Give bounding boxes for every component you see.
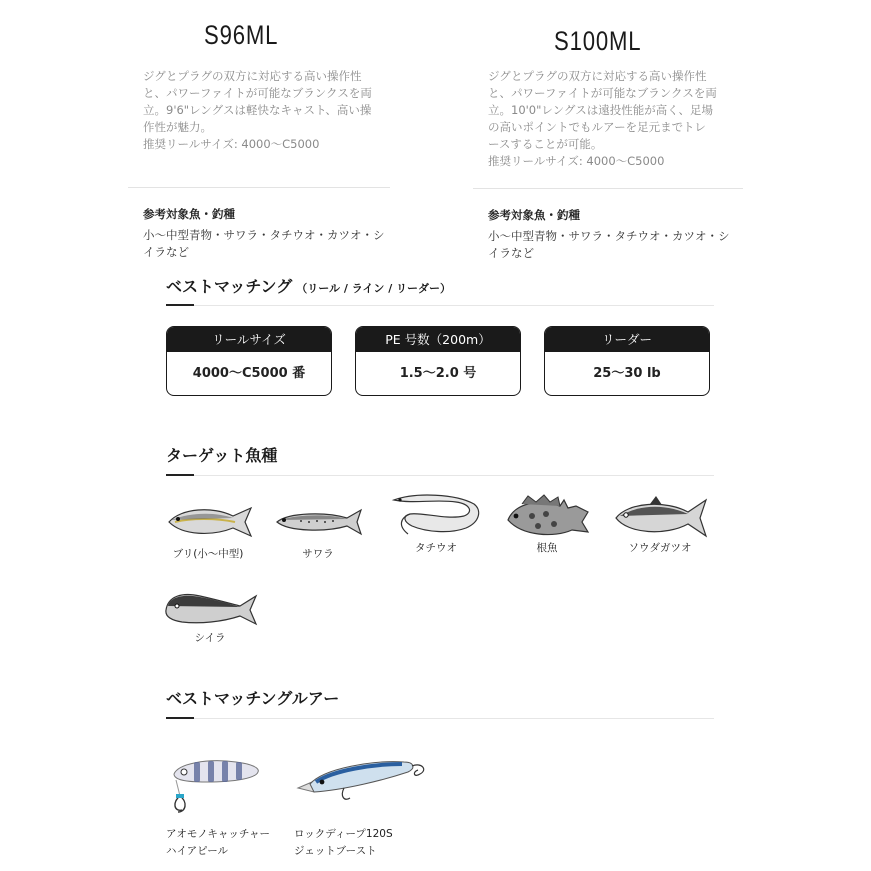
fish-item-mahi-mahi bbox=[160, 588, 260, 645]
divider-s100ml bbox=[473, 188, 743, 189]
section-accent bbox=[166, 304, 194, 306]
fish-label: サワラ bbox=[302, 548, 334, 560]
spec-value: 25〜30 lb bbox=[593, 366, 661, 381]
target-heading-s100ml: 参考対象魚・釣種 bbox=[488, 208, 580, 222]
best-lures-heading: ベストマッチングルアー bbox=[166, 689, 340, 708]
target-fish-heading: ターゲット魚種 bbox=[166, 446, 278, 465]
section-accent bbox=[166, 717, 194, 719]
spec-card-reel-size bbox=[166, 326, 332, 396]
model-description-s100ml: ジグとプラグの双方に対応する高い操作性 と、パワーファイトが可能なブランクスを両 立。10'0"レングスは遠投性能が高く、足場 の高いポイントでもルアーを足元までトレ ースすることが可能。 推奨リールサイズ: 4000〜C5000 bbox=[488, 69, 717, 168]
spec-value: 1.5〜2.0 号 bbox=[399, 366, 477, 381]
section-divider bbox=[166, 475, 714, 476]
fish-item-frigate-tuna bbox=[610, 494, 710, 555]
fish-label: シイラ bbox=[194, 632, 226, 644]
minnow-lure-icon bbox=[294, 752, 430, 818]
lure-item-aomono-catcher bbox=[166, 752, 270, 860]
spec-label: PE 号数（200m） bbox=[356, 327, 520, 352]
section-divider bbox=[166, 305, 714, 306]
model-title-s100ml: S100ML bbox=[554, 26, 642, 56]
target-text-s100ml: 小〜中型青物・サワラ・タチウオ・カツオ・シ イラなど bbox=[488, 229, 730, 260]
fish-label: タチウオ bbox=[415, 542, 457, 554]
section-divider bbox=[166, 718, 714, 719]
divider-s96ml bbox=[128, 187, 390, 188]
target-text-s96ml: 小〜中型青物・サワラ・タチウオ・カツオ・シ イラなど bbox=[143, 228, 385, 259]
spec-label: リーダー bbox=[545, 327, 709, 352]
fish-item-rockfish bbox=[497, 492, 597, 555]
best-matching-subtitle: （リール / ライン / リーダー） bbox=[296, 282, 452, 295]
metal-jig-icon bbox=[166, 752, 266, 818]
fish-item-cutlassfish bbox=[386, 490, 486, 555]
cutlassfish-icon bbox=[386, 490, 486, 542]
fish-item-yellowtail bbox=[158, 500, 258, 561]
section-accent bbox=[166, 474, 194, 476]
spanish-mackerel-icon bbox=[271, 500, 365, 542]
model-description-s96ml: ジグとプラグの双方に対応する高い操作性 と、パワーファイトが可能なブランクスを両 立。9'6"レングスは軽快なキャスト、高い操 作性が魅力。 推奨リールサイズ: 4000〜C5000 bbox=[143, 69, 372, 151]
spec-card-pe-line bbox=[355, 326, 521, 396]
frigate-tuna-icon bbox=[610, 494, 710, 540]
yellowtail-icon bbox=[161, 500, 255, 542]
spec-label: リールサイズ bbox=[167, 327, 331, 352]
best-matching-title: ベストマッチング bbox=[166, 277, 293, 296]
lure-label: アオモノキャッチャー ハイアピール bbox=[166, 828, 271, 857]
fish-item-spanish-mackerel bbox=[268, 500, 368, 561]
target-heading-s96ml: 参考対象魚・釣種 bbox=[143, 207, 235, 221]
rockfish-icon bbox=[502, 492, 592, 542]
mahi-mahi-icon bbox=[160, 588, 260, 628]
spec-card-leader bbox=[544, 326, 710, 396]
model-title-s96ml: S96ML bbox=[204, 20, 279, 50]
lure-label: ロックディープ120S ジェットブースト bbox=[294, 828, 393, 857]
best-matching-heading bbox=[166, 274, 451, 297]
fish-label: ソウダガツオ bbox=[628, 542, 692, 554]
fish-label: 根魚 bbox=[536, 542, 558, 554]
fish-label: ブリ(小〜中型) bbox=[172, 548, 244, 560]
spec-value: 4000〜C5000 番 bbox=[192, 366, 306, 381]
lure-item-rock-deep bbox=[294, 752, 430, 860]
